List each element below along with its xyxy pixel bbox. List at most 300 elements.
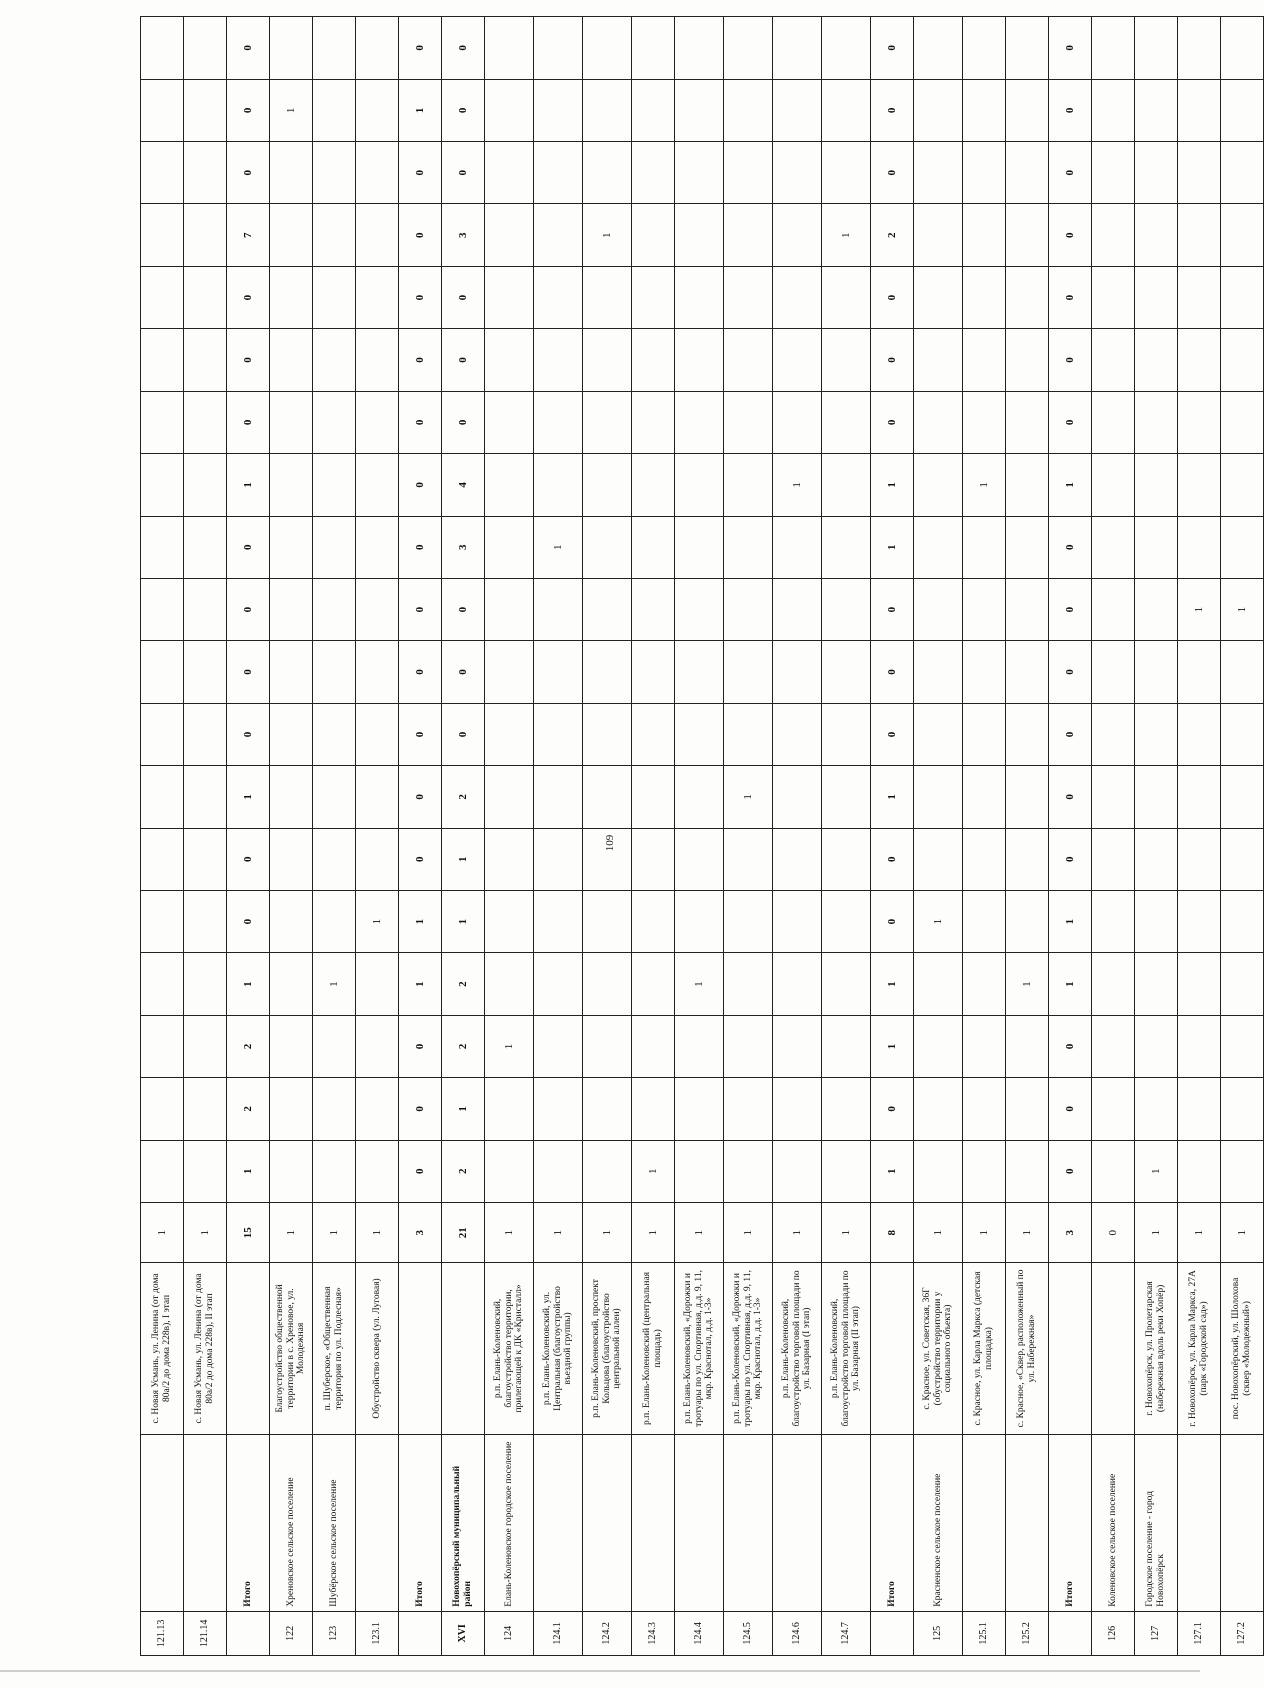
value-cell	[583, 454, 632, 516]
value-cell: 0	[871, 79, 914, 141]
value-cell	[822, 516, 871, 578]
value-cell	[675, 890, 724, 952]
value-cell	[583, 329, 632, 391]
value-cell: 15	[227, 1202, 270, 1262]
value-cell: 0	[1092, 1202, 1135, 1262]
value-cell	[1135, 641, 1178, 703]
value-cell	[914, 79, 963, 141]
value-cell	[675, 703, 724, 765]
municipality-cell: Городское поселение - город Новохопёрск	[1135, 1434, 1178, 1611]
value-cell	[724, 1015, 773, 1077]
value-cell	[963, 17, 1006, 80]
value-cell: 0	[227, 142, 270, 204]
value-cell	[675, 1078, 724, 1140]
value-cell: 0	[442, 578, 485, 640]
value-cell: 2	[871, 204, 914, 266]
value-cell	[141, 266, 184, 328]
value-cell: 0	[871, 703, 914, 765]
value-cell	[141, 454, 184, 516]
value-cell	[1178, 454, 1221, 516]
value-cell	[724, 703, 773, 765]
value-cell: 1	[442, 890, 485, 952]
value-cell	[141, 329, 184, 391]
value-cell	[914, 828, 963, 890]
object-cell: с. Красное, ул. Карла Маркса (детская площадка)	[963, 1263, 1006, 1434]
value-cell	[1221, 79, 1264, 141]
value-cell	[270, 703, 313, 765]
value-cell: 0	[871, 641, 914, 703]
value-cell	[485, 516, 534, 578]
value-cell: 0	[1049, 1015, 1092, 1077]
value-cell: 0	[871, 142, 914, 204]
municipality-cell: Коленовское сельское поселение	[1092, 1434, 1135, 1611]
value-cell	[485, 329, 534, 391]
value-cell	[485, 79, 534, 141]
value-cell: 1	[1006, 1202, 1049, 1262]
value-cell: 1	[871, 516, 914, 578]
value-cell	[1135, 1015, 1178, 1077]
value-cell	[485, 17, 534, 80]
value-cell: 0	[399, 703, 442, 765]
value-cell	[963, 516, 1006, 578]
object-cell: р.п. Елань-Коленовский, благоустройство торговой площади по ул. Базарная (I этап)	[773, 1263, 822, 1434]
value-cell	[724, 142, 773, 204]
value-cell	[184, 766, 227, 828]
value-cell: 0	[1049, 828, 1092, 890]
value-cell	[270, 890, 313, 952]
value-cell	[485, 454, 534, 516]
object-cell: г. Новохопёрск, ул. Карла Маркса, 27А (парк «Городской сад»)	[1178, 1263, 1221, 1434]
value-cell: 0	[442, 703, 485, 765]
value-cell	[773, 516, 822, 578]
value-cell	[1006, 1015, 1049, 1077]
value-cell	[822, 703, 871, 765]
municipality-cell: Хреновское сельское поселение	[270, 1434, 313, 1611]
value-cell	[534, 79, 583, 141]
value-cell: 0	[1049, 329, 1092, 391]
value-cell: 0	[1049, 516, 1092, 578]
object-cell: Благоустройство общественной территории в с. Хреновое, ул. Молодежная	[270, 1263, 313, 1434]
row-number-cell	[871, 1611, 914, 1655]
value-cell	[1178, 1078, 1221, 1140]
value-cell: 1	[773, 454, 822, 516]
value-cell	[1178, 391, 1221, 453]
value-cell: 0	[227, 703, 270, 765]
value-cell	[1092, 1140, 1135, 1202]
value-cell	[184, 204, 227, 266]
value-cell	[1178, 329, 1221, 391]
object-cell	[871, 1263, 914, 1434]
value-cell	[1178, 953, 1221, 1015]
value-cell	[184, 454, 227, 516]
value-cell	[583, 766, 632, 828]
value-cell	[1178, 828, 1221, 890]
value-cell	[914, 204, 963, 266]
value-cell: 0	[1049, 1078, 1092, 1140]
value-cell: 1	[822, 1202, 871, 1262]
value-cell	[724, 454, 773, 516]
value-cell	[313, 516, 356, 578]
value-cell	[313, 79, 356, 141]
value-cell	[914, 142, 963, 204]
municipality-cell	[356, 1434, 399, 1611]
value-cell	[270, 828, 313, 890]
value-cell	[1006, 266, 1049, 328]
value-cell	[356, 1140, 399, 1202]
value-cell	[534, 266, 583, 328]
municipality-cell: Итого	[871, 1434, 914, 1611]
value-cell: 1	[963, 454, 1006, 516]
value-cell: 1	[871, 953, 914, 1015]
value-cell	[583, 1140, 632, 1202]
value-cell: 1	[313, 1202, 356, 1262]
value-cell	[963, 578, 1006, 640]
row-number-cell: 123	[313, 1611, 356, 1655]
value-cell	[632, 578, 675, 640]
municipality-cell	[822, 1434, 871, 1611]
table-row	[675, 17, 724, 1656]
value-cell	[485, 1140, 534, 1202]
value-cell	[914, 766, 963, 828]
value-cell	[675, 641, 724, 703]
value-cell: 1	[356, 1202, 399, 1262]
value-cell	[822, 890, 871, 952]
value-cell: 0	[871, 578, 914, 640]
value-cell	[724, 828, 773, 890]
table-row	[356, 17, 399, 1656]
value-cell: 0	[399, 17, 442, 80]
value-cell	[583, 578, 632, 640]
value-cell	[534, 17, 583, 80]
value-cell	[1178, 17, 1221, 80]
table-row	[399, 17, 442, 1656]
value-cell	[583, 142, 632, 204]
value-cell	[1178, 703, 1221, 765]
value-cell: 0	[227, 266, 270, 328]
value-cell: 0	[442, 142, 485, 204]
table-row	[534, 17, 583, 1656]
value-cell: 0	[399, 516, 442, 578]
value-cell: 1	[399, 890, 442, 952]
value-cell	[963, 1140, 1006, 1202]
value-cell	[313, 204, 356, 266]
object-cell: р.п. Елань-Коленовский, ул. Центральная (благоустройство въездной группы)	[534, 1263, 583, 1434]
value-cell	[1092, 516, 1135, 578]
value-cell	[963, 391, 1006, 453]
value-cell	[485, 142, 534, 204]
value-cell	[1006, 766, 1049, 828]
value-cell: 3	[1049, 1202, 1092, 1262]
row-number-cell	[399, 1611, 442, 1655]
value-cell	[1178, 516, 1221, 578]
value-cell: 1	[485, 1015, 534, 1077]
value-cell	[1221, 766, 1264, 828]
value-cell	[724, 890, 773, 952]
value-cell	[313, 1140, 356, 1202]
value-cell	[675, 578, 724, 640]
value-cell: 1	[1049, 454, 1092, 516]
value-cell	[583, 703, 632, 765]
value-cell	[1135, 17, 1178, 80]
value-cell	[963, 266, 1006, 328]
object-cell: р.п. Елань-Коленовский, проспект Кольцова (благоустройство центральной аллеи)	[583, 1263, 632, 1434]
value-cell	[963, 1078, 1006, 1140]
value-cell	[1178, 266, 1221, 328]
value-cell: 1	[534, 1202, 583, 1262]
value-cell	[485, 828, 534, 890]
row-number-cell: 124.1	[534, 1611, 583, 1655]
value-cell	[313, 17, 356, 80]
value-cell: 0	[227, 516, 270, 578]
municipality-cell	[675, 1434, 724, 1611]
table-row	[914, 17, 963, 1656]
value-cell	[963, 204, 1006, 266]
value-cell	[485, 578, 534, 640]
value-cell	[914, 329, 963, 391]
object-cell: Обустройство сквера (ул. Луговая)	[356, 1263, 399, 1434]
value-cell	[356, 953, 399, 1015]
value-cell	[356, 766, 399, 828]
value-cell: 0	[399, 329, 442, 391]
value-cell	[632, 391, 675, 453]
value-cell	[1006, 454, 1049, 516]
value-cell: 1	[773, 1202, 822, 1262]
value-cell: 1	[227, 454, 270, 516]
scan-edge-line	[0, 1670, 1200, 1672]
value-cell	[534, 953, 583, 1015]
value-cell	[485, 266, 534, 328]
value-cell	[141, 516, 184, 578]
value-cell: 1	[227, 1140, 270, 1202]
value-cell: 0	[1049, 79, 1092, 141]
value-cell	[534, 766, 583, 828]
table-row	[141, 17, 184, 1656]
value-cell: 1	[442, 1078, 485, 1140]
value-cell	[1092, 79, 1135, 141]
value-cell	[534, 1078, 583, 1140]
value-cell	[724, 578, 773, 640]
row-number-cell: 127.2	[1221, 1611, 1264, 1655]
value-cell	[773, 266, 822, 328]
value-cell: 1	[822, 204, 871, 266]
value-cell	[914, 953, 963, 1015]
value-cell: 1	[485, 1202, 534, 1262]
object-cell: р.п. Елань-Коленовский, «Дорожки и тротуары по ул. Спортивная, д.д. 9, 11, мкр. Краснотал, д.д. 1-3»	[675, 1263, 724, 1434]
value-cell: 0	[399, 391, 442, 453]
value-cell: 1	[724, 1202, 773, 1262]
value-cell	[914, 391, 963, 453]
municipality-cell	[1221, 1434, 1264, 1611]
value-cell: 1	[632, 1140, 675, 1202]
value-cell	[1092, 391, 1135, 453]
value-cell	[141, 766, 184, 828]
table-row	[773, 17, 822, 1656]
value-cell	[141, 17, 184, 80]
value-cell	[1092, 828, 1135, 890]
value-cell	[1092, 454, 1135, 516]
value-cell	[184, 142, 227, 204]
value-cell	[1092, 578, 1135, 640]
value-cell	[313, 828, 356, 890]
value-cell	[724, 17, 773, 80]
value-cell	[1178, 890, 1221, 952]
value-cell: 0	[442, 17, 485, 80]
value-cell	[822, 953, 871, 1015]
value-cell: 0	[1049, 641, 1092, 703]
municipality-cell: Итого	[1049, 1434, 1092, 1611]
value-cell: 1	[583, 204, 632, 266]
value-cell	[1221, 953, 1264, 1015]
value-cell	[583, 391, 632, 453]
value-cell: 0	[399, 828, 442, 890]
table-row	[963, 17, 1006, 1656]
row-number-cell: 122	[270, 1611, 313, 1655]
value-cell	[184, 516, 227, 578]
value-cell: 0	[227, 391, 270, 453]
value-cell	[583, 828, 632, 890]
value-cell	[356, 516, 399, 578]
value-cell	[485, 204, 534, 266]
value-cell	[141, 391, 184, 453]
value-cell	[632, 766, 675, 828]
value-cell	[773, 953, 822, 1015]
row-number-cell: 127.1	[1178, 1611, 1221, 1655]
value-cell	[963, 703, 1006, 765]
table-row	[485, 17, 534, 1656]
value-cell	[1006, 516, 1049, 578]
value-cell: 1	[675, 953, 724, 1015]
value-cell	[313, 266, 356, 328]
data-table	[140, 16, 1264, 1656]
value-cell	[773, 703, 822, 765]
value-cell: 1	[442, 828, 485, 890]
object-cell: п. Шуберское, «Общественная территория по ул. Подлесная»	[313, 1263, 356, 1434]
value-cell	[356, 454, 399, 516]
value-cell	[356, 204, 399, 266]
value-cell	[675, 17, 724, 80]
value-cell: 0	[871, 1078, 914, 1140]
table-row	[583, 17, 632, 1656]
value-cell: 1	[399, 79, 442, 141]
value-cell	[534, 142, 583, 204]
value-cell: 1	[914, 890, 963, 952]
value-cell	[632, 329, 675, 391]
value-cell	[270, 454, 313, 516]
value-cell	[773, 1015, 822, 1077]
value-cell	[1092, 890, 1135, 952]
value-cell	[313, 1015, 356, 1077]
value-cell	[773, 204, 822, 266]
value-cell	[1135, 204, 1178, 266]
value-cell: 1	[313, 953, 356, 1015]
table-row	[1092, 17, 1135, 1656]
value-cell: 0	[227, 890, 270, 952]
value-cell	[1092, 766, 1135, 828]
value-cell	[356, 17, 399, 80]
value-cell	[724, 79, 773, 141]
value-cell: 0	[1049, 766, 1092, 828]
value-cell	[724, 516, 773, 578]
value-cell	[1221, 1015, 1264, 1077]
value-cell: 3	[399, 1202, 442, 1262]
value-cell: 1	[871, 1015, 914, 1077]
value-cell: 1	[1049, 890, 1092, 952]
value-cell	[184, 391, 227, 453]
value-cell	[184, 79, 227, 141]
value-cell	[675, 1140, 724, 1202]
value-cell	[356, 641, 399, 703]
value-cell	[963, 953, 1006, 1015]
value-cell	[773, 142, 822, 204]
table-row	[1221, 17, 1264, 1656]
value-cell	[914, 454, 963, 516]
value-cell	[914, 1078, 963, 1140]
value-cell: 1	[1049, 953, 1092, 1015]
value-cell	[583, 17, 632, 80]
value-cell: 0	[442, 391, 485, 453]
value-cell	[356, 266, 399, 328]
municipality-cell	[1178, 1434, 1221, 1611]
value-cell: 8	[871, 1202, 914, 1262]
value-cell	[1092, 953, 1135, 1015]
value-cell	[356, 1015, 399, 1077]
value-cell	[675, 204, 724, 266]
value-cell: 1	[141, 1202, 184, 1262]
value-cell	[1006, 1078, 1049, 1140]
value-cell	[1135, 266, 1178, 328]
row-number-cell: 124	[485, 1611, 534, 1655]
value-cell	[184, 578, 227, 640]
value-cell	[914, 516, 963, 578]
value-cell	[1178, 142, 1221, 204]
value-cell	[675, 79, 724, 141]
row-number-cell: XVI	[442, 1611, 485, 1655]
value-cell	[1221, 142, 1264, 204]
value-cell	[963, 79, 1006, 141]
municipality-cell	[963, 1434, 1006, 1611]
value-cell	[141, 204, 184, 266]
value-cell	[1006, 204, 1049, 266]
value-cell	[773, 79, 822, 141]
object-cell: с. Красное, ул. Советская, 36Г (обустройство территории у социального объекта)	[914, 1263, 963, 1434]
municipality-cell	[632, 1434, 675, 1611]
object-cell: р.п. Елань-Коленовский, благоустройство территории, прилегающей к ДК «Кристалл»	[485, 1263, 534, 1434]
value-cell	[1135, 79, 1178, 141]
municipality-cell	[534, 1434, 583, 1611]
value-cell	[822, 329, 871, 391]
row-number-cell	[227, 1611, 270, 1655]
value-cell: 0	[1049, 1140, 1092, 1202]
value-cell	[356, 578, 399, 640]
value-cell	[356, 142, 399, 204]
value-cell	[1135, 454, 1178, 516]
value-cell	[184, 828, 227, 890]
value-cell: 0	[399, 578, 442, 640]
value-cell	[1221, 454, 1264, 516]
municipality-cell: Итого	[227, 1434, 270, 1611]
value-cell: 1	[227, 953, 270, 1015]
value-cell	[1221, 391, 1264, 453]
value-cell: 0	[227, 578, 270, 640]
value-cell	[1135, 391, 1178, 453]
value-cell	[1092, 17, 1135, 80]
value-cell	[583, 890, 632, 952]
value-cell	[485, 1078, 534, 1140]
value-cell	[675, 766, 724, 828]
value-cell	[1135, 1078, 1178, 1140]
value-cell: 2	[442, 953, 485, 1015]
value-cell	[141, 828, 184, 890]
